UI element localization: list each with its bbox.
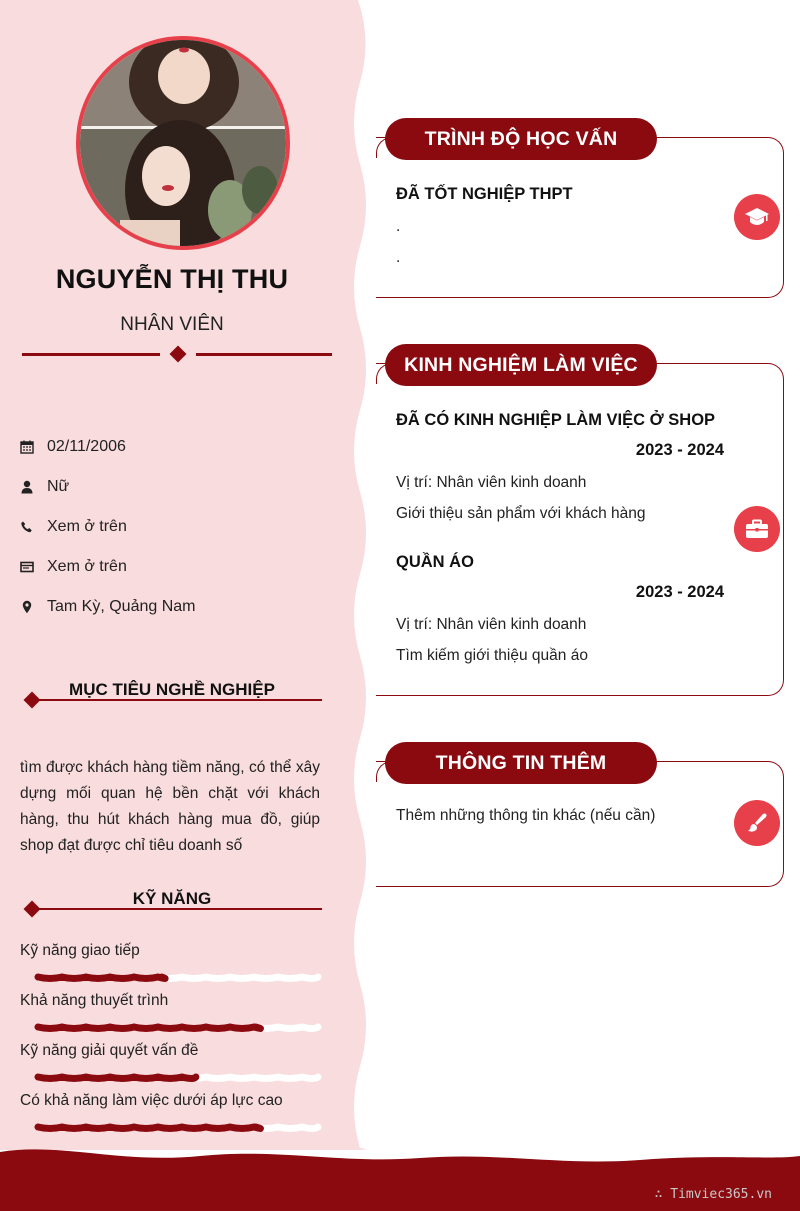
experience-description-2: Tìm kiếm giới thiệu quần áo <box>396 647 588 664</box>
avatar <box>76 36 290 250</box>
contact-gender-value: Nữ <box>47 478 70 495</box>
contact-birthday <box>20 436 126 458</box>
experience-years-1: 2023 - 2024 <box>635 441 724 459</box>
title-divider <box>22 345 332 365</box>
objective-heading-text: MỤC TIÊU NGHỀ NGHIỆP <box>69 680 275 699</box>
skill-label: Kỹ năng giải quyết vấn đề <box>20 1042 199 1059</box>
user-icon <box>20 480 34 494</box>
objective-heading <box>22 680 322 706</box>
experience-position-1: Vị trí: Nhân viên kinh doanh <box>396 474 587 491</box>
extra-info-heading: THÔNG TIN THÊM <box>385 742 657 784</box>
skills-heading-text: KỸ NĂNG <box>132 889 212 908</box>
contact-phone <box>20 516 127 538</box>
experience-company-2: QUẦN ÁO <box>396 553 474 571</box>
map-pin-icon <box>20 600 34 614</box>
skill-level-bar <box>34 1071 322 1083</box>
experience-company-1: ĐÃ CÓ KINH NGHIỆP LÀM VIỆC Ở SHOP <box>396 411 716 429</box>
contact-address <box>20 596 196 618</box>
contact-birthday-value: 02/11/2006 <box>47 438 126 455</box>
job-title: NHÂN VIÊN <box>120 314 224 335</box>
education-heading: TRÌNH ĐỘ HỌC VẤN <box>385 118 657 160</box>
skill-label: Khả năng thuyết trình <box>20 992 169 1009</box>
skill-level-bar <box>34 1021 322 1033</box>
contact-phone-value: Xem ở trên <box>47 518 127 535</box>
objective-text: tìm được khách hàng tiềm năng, có thể xây dựng mối quan hệ bền chặt với khách hàng, thu hút khách hàng mua đồ, giúp shop đạt được chỉ tiêu doanh số <box>20 759 320 854</box>
education-card <box>376 137 784 298</box>
briefcase-icon <box>734 506 780 552</box>
contact-gender <box>20 476 69 498</box>
extra-info-text: Thêm những thông tin khác (nếu cần) <box>396 807 656 824</box>
candidate-name: NGUYỄN THỊ THU <box>55 264 289 294</box>
education-school: ĐÃ TỐT NGHIỆP THPT <box>396 185 573 203</box>
experience-years-2: 2023 - 2024 <box>635 583 724 601</box>
experience-description-1: Giới thiệu sản phẩm với khách hàng <box>396 505 646 522</box>
education-line-1: . <box>396 218 401 235</box>
brush-icon <box>734 800 780 846</box>
envelope-icon <box>20 560 34 574</box>
skill-level-bar <box>34 971 322 983</box>
skill-label: Kỹ năng giao tiếp <box>20 942 140 959</box>
education-line-2: . <box>396 249 401 266</box>
contact-email-value: Xem ở trên <box>47 558 127 575</box>
experience-position-2: Vị trí: Nhân viên kinh doanh <box>396 616 587 633</box>
calendar-icon <box>20 440 34 454</box>
skills-heading <box>22 889 322 915</box>
experience-heading: KINH NGHIỆM LÀM VIỆC <box>385 344 657 386</box>
watermark: ∴ Timviec365.vn <box>654 1187 772 1202</box>
contact-email <box>20 556 127 578</box>
skill-level-bar <box>34 1121 322 1133</box>
skill-label: Có khả năng làm việc dưới áp lực cao <box>20 1092 283 1109</box>
contact-address-value: Tam Kỳ, Quảng Nam <box>47 598 196 615</box>
graduation-cap-icon <box>734 194 780 240</box>
phone-icon <box>20 520 34 534</box>
